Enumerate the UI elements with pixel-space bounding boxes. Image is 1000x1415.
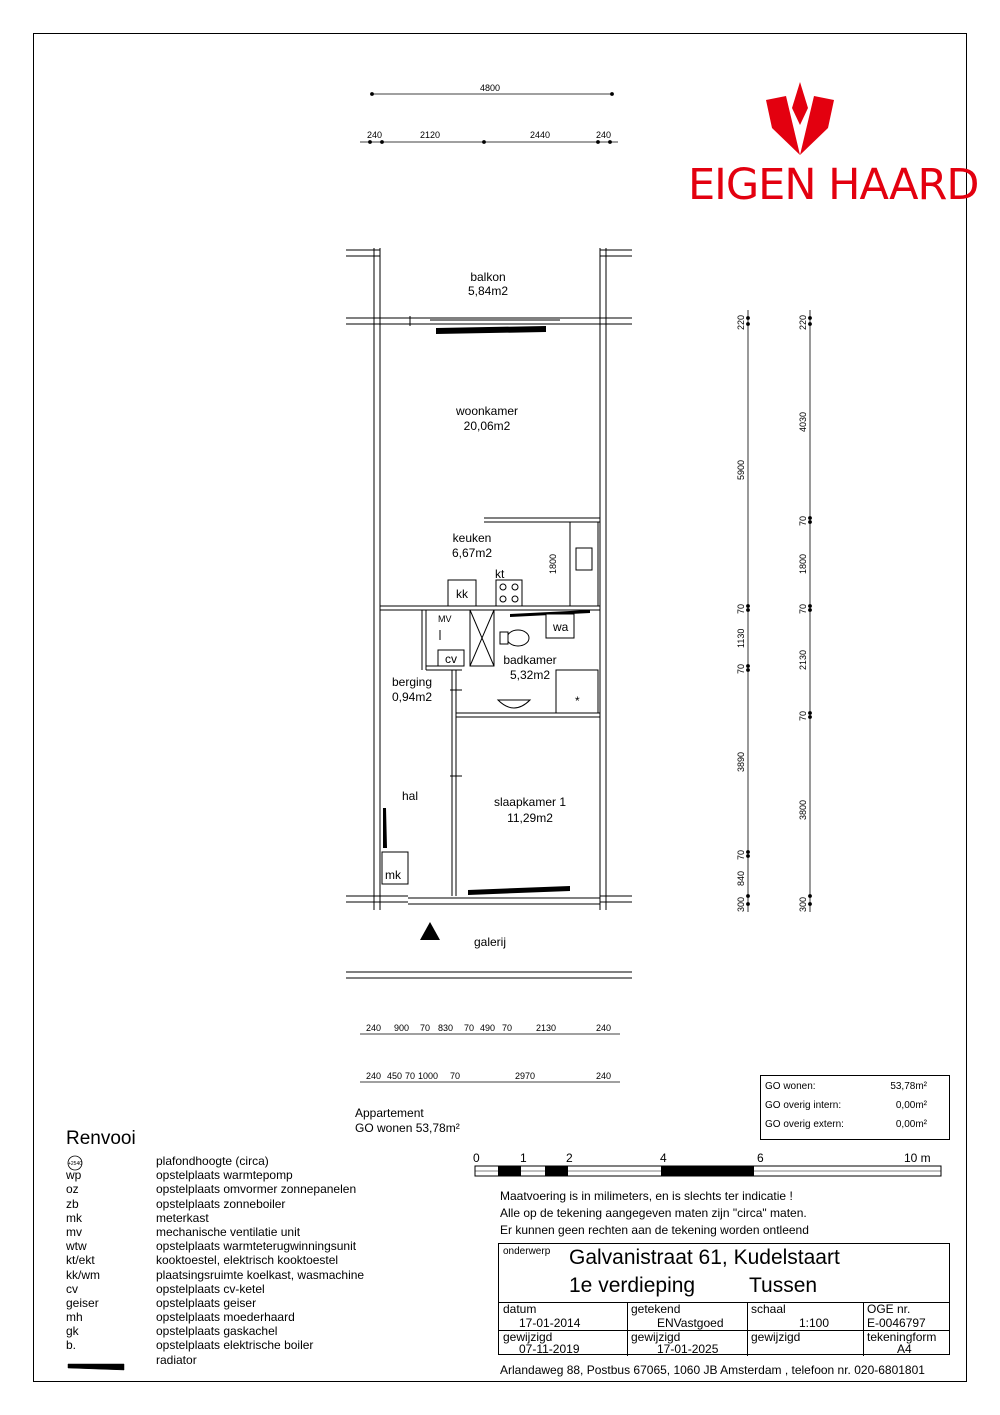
svg-text:70: 70	[798, 710, 808, 721]
legend-row: kk/wm plaatsingsruimte koelkast, wasmachine	[66, 1267, 365, 1282]
svg-text:MV: MV	[438, 614, 452, 624]
go-row: GO overig extern: 0,00m²	[765, 1119, 927, 1130]
svg-text:220: 220	[798, 314, 808, 330]
go-row: GO wonen: 53,78m²	[765, 1081, 927, 1092]
svg-text:1130: 1130	[736, 628, 746, 648]
svg-text:70: 70	[736, 849, 746, 860]
getekend-label: getekend	[631, 1302, 681, 1316]
svg-text:240: 240	[596, 1023, 612, 1033]
svg-text:830: 830	[438, 1023, 454, 1033]
room-woonkamer: woonkamer	[455, 404, 519, 418]
toilet-icon	[507, 630, 529, 646]
appartement-line-1: Appartement	[355, 1106, 424, 1120]
room-berging: berging	[391, 675, 433, 689]
svg-text:300: 300	[736, 896, 746, 912]
svg-text:450: 450	[387, 1071, 403, 1081]
svg-text:2130: 2130	[798, 649, 808, 670]
datum-label: datum	[503, 1302, 537, 1316]
sink-icon	[498, 700, 530, 708]
onderwerp-label: onderwerp	[503, 1246, 551, 1257]
right-dim-labels-2	[798, 315, 808, 912]
svg-text:1800: 1800	[798, 553, 808, 574]
svg-text:240: 240	[596, 1071, 612, 1081]
svg-text:300: 300	[798, 896, 808, 912]
svg-text:5900: 5900	[736, 459, 746, 480]
legend-row: b. opstelplaats elektrische boiler	[66, 1338, 314, 1353]
svg-text:2970: 2970	[515, 1071, 536, 1081]
dim-kitchen: 1800	[548, 553, 558, 574]
dim-top-1: 240	[367, 130, 383, 140]
legend-row: kt/ekt kooktoestel, elektrisch kooktoestel	[66, 1253, 339, 1268]
svg-text:70: 70	[502, 1023, 513, 1033]
project-type: Tussen	[749, 1274, 818, 1297]
svg-text:2130: 2130	[536, 1023, 557, 1033]
legend-row: mk meterkast	[66, 1210, 209, 1225]
svg-text:840: 840	[736, 870, 746, 886]
svg-text:900: 900	[394, 1023, 410, 1033]
dim-total: 4800	[479, 83, 501, 93]
gewijzigd-value-1: 07-11-2019	[519, 1342, 580, 1356]
dim-top-3: 2440	[530, 130, 551, 140]
room-hal: hal	[401, 789, 419, 803]
room-badkamer-area: 5,32m2	[509, 668, 551, 682]
svg-text:70: 70	[450, 1071, 461, 1081]
svg-text:490: 490	[480, 1023, 496, 1033]
room-slaapkamer-area: 11,29m2	[507, 811, 553, 825]
schaal-label: schaal	[751, 1302, 786, 1316]
disclaimer-notes	[500, 1188, 809, 1239]
dim-top-2: 2120	[420, 130, 441, 140]
schaal-value: 1:100	[799, 1316, 830, 1330]
svg-text:0: 0	[473, 1151, 480, 1165]
svg-text:kt: kt	[495, 567, 505, 581]
svg-text:240: 240	[366, 1071, 382, 1081]
ceiling-height-symbol: +2540	[67, 1161, 83, 1167]
logo-text: EIGEN HAARD	[688, 160, 979, 210]
project-floor: 1e verdieping	[569, 1274, 696, 1297]
room-balkon: balkon	[470, 270, 506, 284]
star-symbol: *	[575, 694, 580, 708]
svg-text:4: 4	[660, 1151, 667, 1165]
legend	[66, 1128, 406, 1367]
oge-label: OGE nr.	[867, 1302, 911, 1316]
legend-row: gk opstelplaats gaskachel	[66, 1324, 278, 1339]
legend-row: wtw opstelplaats warmteterugwinningsunit	[66, 1239, 357, 1254]
svg-text:kk: kk	[456, 587, 468, 601]
scale-bar	[475, 1166, 941, 1176]
room-keuken-area: 6,67m2	[451, 546, 493, 560]
legend-row: plafondhoogte (circa)	[156, 1154, 269, 1168]
title-block	[498, 1243, 950, 1355]
legend-title: Renvooi	[66, 1128, 136, 1149]
room-berging-area: 0,94m2	[391, 690, 433, 704]
legend-row: geiser opstelplaats geiser	[66, 1295, 257, 1310]
legend-row: mv mechanische ventilatie unit	[66, 1224, 301, 1239]
svg-text:1: 1	[520, 1151, 527, 1165]
dim-top-4: 240	[596, 130, 612, 140]
kitchen-sink-icon	[576, 548, 592, 570]
legend-row: oz opstelplaats omvormer zonnepanelen	[66, 1182, 357, 1197]
svg-text:10 m: 10 m	[904, 1151, 931, 1165]
svg-text:mk: mk	[385, 868, 401, 882]
bottom-dim-labels-1	[366, 1023, 611, 1033]
svg-text:4030: 4030	[798, 411, 808, 432]
gewijzigd-value-2: 17-01-2025	[657, 1342, 719, 1356]
entrance-arrow-icon	[420, 922, 440, 940]
svg-text:70: 70	[736, 603, 746, 614]
legend-row: wp opstelplaats warmtepomp	[66, 1168, 293, 1183]
room-slaapkamer: slaapkamer 1	[493, 795, 567, 809]
note-line: Er kunnen geen rechten aan de tekening worden ontleend	[500, 1223, 809, 1237]
gewijzigd-label-2: gewijzigd	[631, 1330, 681, 1344]
svg-text:2: 2	[566, 1151, 573, 1165]
note-line: Maatvoering is in milimeters, en is slechts ter indicatie !	[500, 1189, 793, 1203]
scale-bar-labels	[473, 1151, 931, 1165]
svg-text:70: 70	[405, 1071, 416, 1081]
tekeningform-label: tekeningform	[867, 1330, 937, 1344]
svg-text:wa: wa	[553, 620, 569, 634]
datum-value: 17-01-2014	[519, 1316, 581, 1330]
legend-row: cv opstelplaats cv-ketel	[66, 1281, 265, 1296]
room-balkon-area: 5,84m2	[467, 284, 509, 298]
legend-row: radiator	[156, 1352, 197, 1367]
logo-shield-icon	[766, 82, 834, 155]
room-galerij: galerij	[473, 935, 507, 949]
svg-text:70: 70	[798, 515, 808, 526]
svg-text:1000: 1000	[418, 1071, 439, 1081]
room-keuken: keuken	[452, 531, 492, 545]
svg-text:220: 220	[736, 314, 746, 330]
oge-value: E-0046797	[867, 1316, 926, 1330]
svg-text:6: 6	[757, 1151, 764, 1165]
cooktop-icon	[496, 580, 522, 606]
svg-text:70: 70	[420, 1023, 431, 1033]
gewijzigd-label-1: gewijzigd	[503, 1330, 553, 1344]
svg-text:70: 70	[798, 603, 808, 614]
footer-address: Arlandaweg 88, Postbus 67065, 1060 JB Amsterdam , telefoon nr. 020-6801801	[500, 1363, 925, 1377]
note-line: Alle op de tekening aangegeven maten zijn "circa" maten.	[500, 1206, 807, 1220]
svg-text:70: 70	[736, 663, 746, 674]
bottom-dim-labels-2	[366, 1071, 611, 1081]
svg-text:cv: cv	[445, 652, 457, 666]
svg-text:3890: 3890	[736, 751, 746, 772]
go-summary-box	[760, 1075, 950, 1140]
legend-row: zb opstelplaats zonneboiler	[66, 1196, 286, 1211]
svg-text:3800: 3800	[798, 799, 808, 820]
go-row: GO overig intern: 0,00m²	[765, 1100, 927, 1111]
svg-text:70: 70	[464, 1023, 475, 1033]
top-dimensions	[360, 93, 618, 144]
tekeningform-value: A4	[897, 1342, 912, 1356]
right-dim-labels-1	[736, 315, 746, 912]
gewijzigd-label-3: gewijzigd	[751, 1330, 801, 1344]
legend-row: mh opstelplaats moederhaard	[66, 1310, 295, 1325]
room-badkamer: badkamer	[503, 653, 557, 667]
appartement-line-2: GO wonen 53,78m²	[355, 1121, 460, 1135]
room-woonkamer-area: 20,06m2	[463, 419, 511, 433]
svg-text:240: 240	[366, 1023, 382, 1033]
getekend-value: ENVastgoed	[657, 1316, 724, 1330]
fixtures	[438, 548, 592, 708]
project-address: Galvanistraat 61, Kudelstaart	[569, 1246, 840, 1269]
